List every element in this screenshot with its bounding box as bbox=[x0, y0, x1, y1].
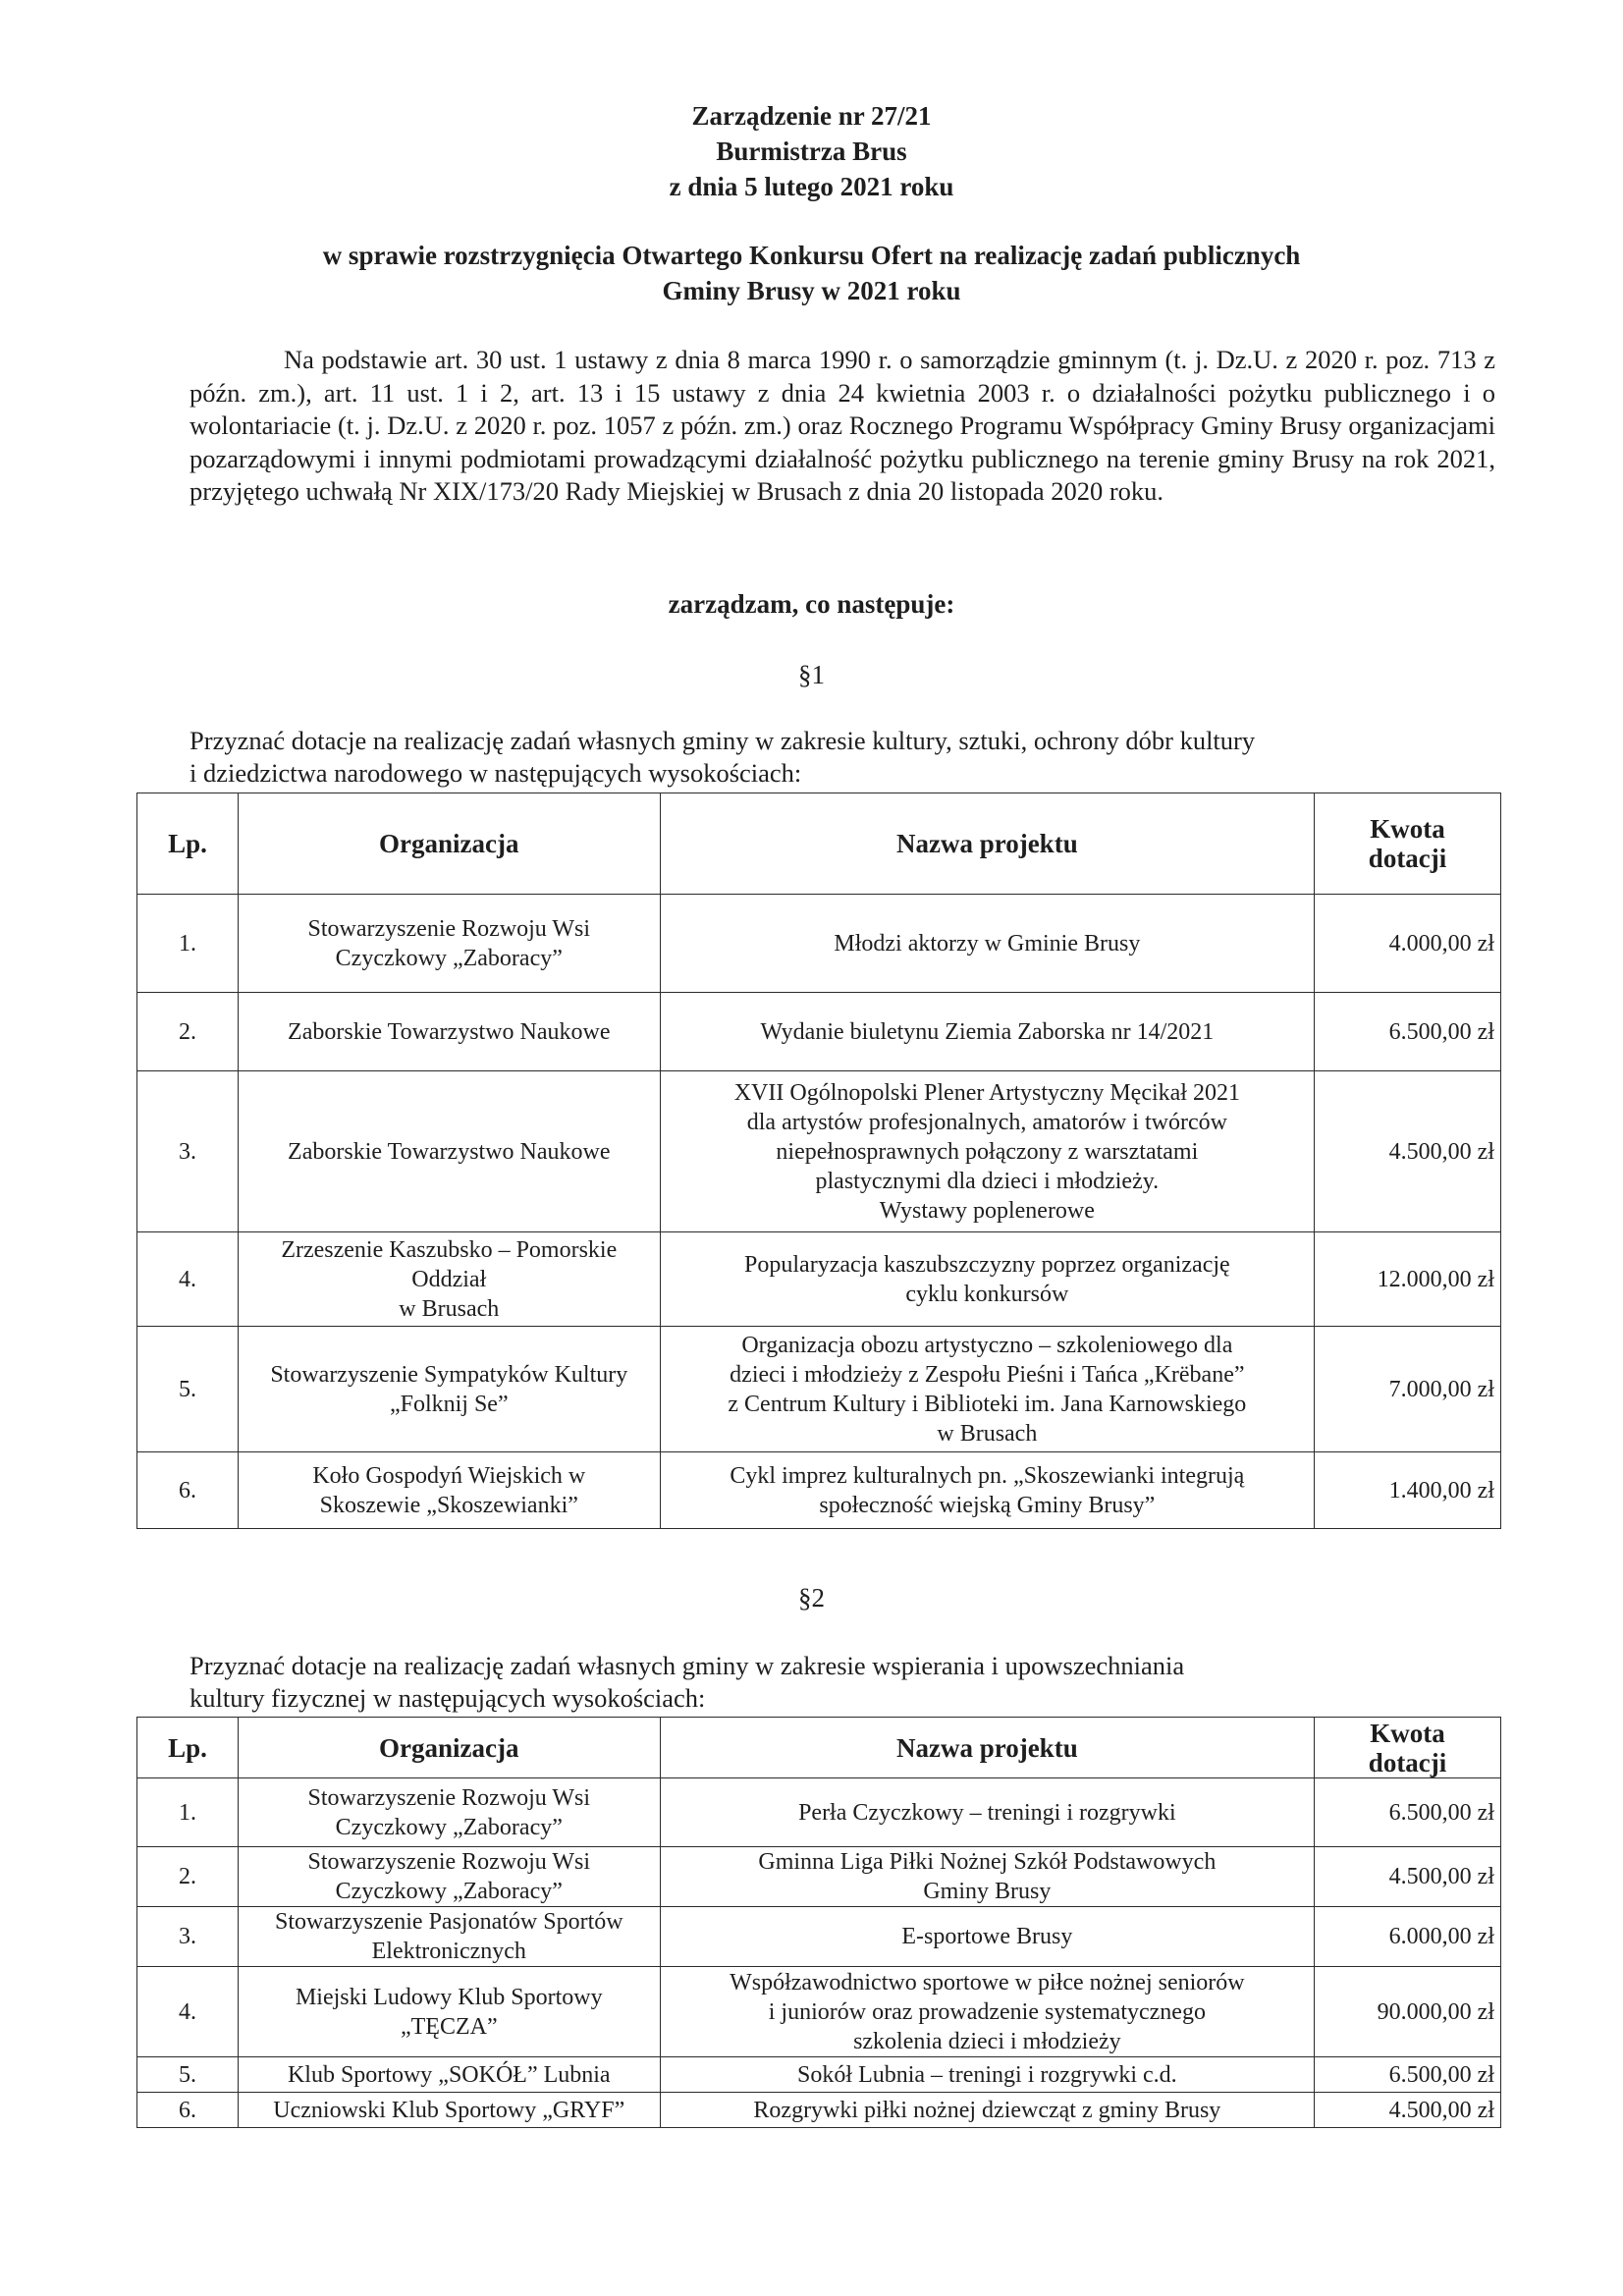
column-header-organization: Organizacja bbox=[238, 1718, 660, 1778]
cell-amount: 4.000,00 zł bbox=[1315, 895, 1501, 993]
cell-project-name bbox=[660, 1327, 1314, 1452]
cell-organization bbox=[238, 2093, 660, 2128]
project-name-line: E-sportowe Brusy bbox=[901, 1924, 1073, 1949]
grants-table-sport bbox=[136, 1717, 1501, 2128]
organization-line: Czyczkowy „Zaboracy” bbox=[335, 1814, 563, 1840]
organization-line: Czyczkowy „Zaboracy” bbox=[335, 945, 563, 971]
column-header-amount bbox=[1315, 793, 1501, 895]
organization-line: Oddział bbox=[411, 1266, 487, 1292]
column-header-amount-line-1: Kwota bbox=[1370, 814, 1445, 844]
document-subject bbox=[118, 238, 1505, 308]
cell-amount: 1.400,00 zł bbox=[1315, 1452, 1501, 1529]
table-body bbox=[137, 1778, 1501, 2128]
table-header-row bbox=[137, 1718, 1501, 1778]
organization-line: Klub Sportowy „SOKÓŁ” Lubnia bbox=[287, 2061, 611, 2088]
cell-amount: 6.000,00 zł bbox=[1315, 1907, 1501, 1967]
column-header-project-name: Nazwa projektu bbox=[660, 1718, 1314, 1778]
document-header bbox=[0, 98, 1623, 204]
organization-line: Zaborskie Towarzystwo Naukowe bbox=[288, 1018, 611, 1045]
section-1-symbol: §1 bbox=[798, 660, 825, 689]
cell-project-name bbox=[660, 2057, 1314, 2093]
project-name-line: Popularyzacja kaszubszczyzny poprzez organizację bbox=[744, 1251, 1230, 1278]
cell-project-name bbox=[660, 1778, 1314, 1847]
section-2-intro-line-2: kultury fizycznej w następujących wysokościach: bbox=[189, 1683, 706, 1713]
issue-date: z dnia 5 lutego 2021 roku bbox=[669, 172, 954, 201]
project-name-line: i juniorów oraz prowadzenie systematycznego bbox=[768, 1998, 1206, 2025]
organization-line: Uczniowski Klub Sportowy „GRYF” bbox=[273, 2097, 625, 2123]
cell-lp: 4. bbox=[137, 1967, 239, 2057]
column-header-organization: Organizacja bbox=[238, 793, 660, 895]
section-2-intro-line-1: Przyznać dotacje na realizację zadań własnych gminy w zakresie wspierania i upowszechniania bbox=[189, 1651, 1185, 1680]
table-header-row bbox=[137, 793, 1501, 895]
cell-amount: 6.500,00 zł bbox=[1315, 2057, 1501, 2093]
cell-project-name bbox=[660, 1232, 1314, 1327]
project-name-line: Cykl imprez kulturalnych pn. „Skoszewianki integrują bbox=[730, 1462, 1245, 1489]
project-name-line: Rozgrywki piłki nożnej dziewcząt z gminy Brusy bbox=[753, 2097, 1221, 2123]
table-row bbox=[137, 1967, 1501, 2057]
organization-line: Koło Gospodyń Wiejskich w bbox=[312, 1462, 586, 1489]
issuer: Burmistrza Brus bbox=[716, 137, 907, 166]
cell-lp: 2. bbox=[137, 993, 239, 1071]
organization-line: Stowarzyszenie Rozwoju Wsi bbox=[307, 915, 591, 942]
section-2-intro bbox=[189, 1650, 1495, 1715]
table-row bbox=[137, 895, 1501, 993]
cell-lp: 5. bbox=[137, 2057, 239, 2093]
table-row bbox=[137, 2057, 1501, 2093]
cell-lp: 4. bbox=[137, 1232, 239, 1327]
organization-line: Skoszewie „Skoszewianki” bbox=[319, 1492, 578, 1518]
section-1-intro-line-2: i dziedzictwa narodowego w następujących wysokościach: bbox=[189, 758, 802, 788]
section-2-symbol: §2 bbox=[798, 1583, 825, 1613]
cell-organization bbox=[238, 1232, 660, 1327]
cell-organization bbox=[238, 895, 660, 993]
cell-amount: 4.500,00 zł bbox=[1315, 1847, 1501, 1907]
cell-lp: 1. bbox=[137, 895, 239, 993]
cell-organization bbox=[238, 1071, 660, 1232]
project-name-line: niepełnosprawnych połączony z warsztatami bbox=[776, 1138, 1199, 1165]
subject-line-2: Gminy Brusy w 2021 roku bbox=[662, 276, 961, 305]
cell-lp: 6. bbox=[137, 2093, 239, 2128]
order-number: Zarządzenie nr 27/21 bbox=[691, 101, 932, 131]
grants-table-culture bbox=[136, 793, 1501, 1529]
legal-basis-paragraph: Na podstawie art. 30 ust. 1 ustawy z dnia 8 marca 1990 r. o samorządzie gminnym (t. j. Dz.U. z 2020 r. poz. 713 z późn. zm.), art. 11 ust. 1 i 2, art. 13 i 15 ustawy z dnia 24 kwietnia 2003 r. o działalności pożytku publicznego i o wolontariacie (t. j. Dz.U. z 2020 r. poz. 1057 z późn. zm.) oraz Rocznego Programu Współpracy Gminy Brusy organizacjami pozarządowymi i innymi podmiotami prowadzącymi działalność pożytku publicznego na terenie gminy Brusy na rok 2021, przyjętego uchwałą Nr XIX/173/20 Rady Miejskiej w Brusach z dnia 20 listopada 2020 roku. bbox=[189, 345, 1495, 506]
project-name-line: plastycznymi dla dzieci i młodzieży. bbox=[815, 1168, 1160, 1194]
cell-lp: 2. bbox=[137, 1847, 239, 1907]
cell-project-name bbox=[660, 993, 1314, 1071]
cell-organization bbox=[238, 993, 660, 1071]
cell-amount: 4.500,00 zł bbox=[1315, 2093, 1501, 2128]
cell-project-name bbox=[660, 1071, 1314, 1232]
cell-organization bbox=[238, 1452, 660, 1529]
project-name-line: dzieci i młodzieży z Zespołu Pieśni i Tańca „Krëbane” bbox=[730, 1361, 1245, 1388]
cell-amount: 90.000,00 zł bbox=[1315, 1967, 1501, 2057]
table-row bbox=[137, 993, 1501, 1071]
column-header-amount bbox=[1315, 1718, 1501, 1778]
project-name-line: Gminna Liga Piłki Nożnej Szkół Podstawowych bbox=[758, 1849, 1217, 1875]
organization-line: Stowarzyszenie Pasjonatów Sportów bbox=[274, 1909, 623, 1935]
project-name-line: z Centrum Kultury i Biblioteki im. Jana Karnowskiego bbox=[728, 1391, 1247, 1417]
organization-line: w Brusach bbox=[399, 1295, 500, 1322]
project-name-line: szkolenia dzieci i młodzieży bbox=[853, 2028, 1121, 2054]
table-row bbox=[137, 1778, 1501, 1847]
organization-line: Zaborskie Towarzystwo Naukowe bbox=[288, 1138, 611, 1165]
table-row bbox=[137, 1847, 1501, 1907]
decree-statement: zarządzam, co następuje: bbox=[668, 589, 955, 619]
section-1-intro-line-1: Przyznać dotacje na realizację zadań własnych gminy w zakresie kultury, sztuki, ochrony dóbr kultury bbox=[189, 726, 1256, 755]
cell-amount: 12.000,00 zł bbox=[1315, 1232, 1501, 1327]
organization-line: „TĘCZA” bbox=[400, 2013, 498, 2040]
column-header-amount-line-2: dotacji bbox=[1368, 844, 1447, 873]
project-name-line: Młodzi aktorzy w Gminie Brusy bbox=[834, 930, 1141, 957]
project-name-line: Wydanie biuletynu Ziemia Zaborska nr 14/2021 bbox=[760, 1018, 1215, 1045]
cell-lp: 6. bbox=[137, 1452, 239, 1529]
column-header-lp: Lp. bbox=[137, 793, 239, 895]
cell-organization bbox=[238, 1907, 660, 1967]
cell-organization bbox=[238, 2057, 660, 2093]
project-name-line: Perła Czyczkowy – treningi i rozgrywki bbox=[798, 1799, 1176, 1826]
cell-project-name bbox=[660, 1847, 1314, 1907]
cell-organization bbox=[238, 1327, 660, 1452]
project-name-line: Organizacja obozu artystyczno – szkoleniowego dla bbox=[741, 1332, 1233, 1358]
table-row bbox=[137, 1232, 1501, 1327]
organization-line: Stowarzyszenie Rozwoju Wsi bbox=[307, 1849, 591, 1875]
organization-line: Miejski Ludowy Klub Sportowy bbox=[295, 1984, 603, 2010]
cell-project-name bbox=[660, 1907, 1314, 1967]
project-name-line: Gminy Brusy bbox=[923, 1879, 1052, 1904]
project-name-line: społeczność wiejską Gminy Brusy” bbox=[819, 1492, 1156, 1518]
cell-lp: 3. bbox=[137, 1071, 239, 1232]
project-name-line: dla artystów profesjonalnych, amatorów i twórców bbox=[746, 1109, 1227, 1135]
project-name-line: XVII Ogólnopolski Plener Artystyczny Męcikał 2021 bbox=[733, 1079, 1240, 1106]
cell-lp: 5. bbox=[137, 1327, 239, 1452]
column-header-amount-line-2: dotacji bbox=[1368, 1747, 1447, 1777]
cell-amount: 6.500,00 zł bbox=[1315, 1778, 1501, 1847]
table-row bbox=[137, 1907, 1501, 1967]
cell-project-name bbox=[660, 1967, 1314, 2057]
table-body bbox=[137, 895, 1501, 1529]
cell-amount: 6.500,00 zł bbox=[1315, 993, 1501, 1071]
project-name-line: w Brusach bbox=[937, 1420, 1038, 1447]
organization-line: „Folknij Se” bbox=[389, 1391, 509, 1417]
cell-organization bbox=[238, 1967, 660, 2057]
cell-lp: 3. bbox=[137, 1907, 239, 1967]
cell-lp: 1. bbox=[137, 1778, 239, 1847]
organization-line: Czyczkowy „Zaboracy” bbox=[335, 1879, 563, 1904]
cell-organization bbox=[238, 1778, 660, 1847]
organization-line: Zrzeszenie Kaszubsko – Pomorskie bbox=[281, 1236, 618, 1263]
cell-amount: 4.500,00 zł bbox=[1315, 1071, 1501, 1232]
organization-line: Stowarzyszenie Sympatyków Kultury bbox=[270, 1361, 628, 1388]
table-row bbox=[137, 1071, 1501, 1232]
table-row bbox=[137, 1327, 1501, 1452]
table-row bbox=[137, 2093, 1501, 2128]
cell-project-name bbox=[660, 895, 1314, 993]
column-header-amount-line-1: Kwota bbox=[1370, 1718, 1445, 1748]
project-name-line: Wystawy poplenerowe bbox=[879, 1197, 1095, 1224]
organization-line: Elektronicznych bbox=[371, 1939, 526, 1964]
project-name-line: Sokół Lubnia – treningi i rozgrywki c.d. bbox=[797, 2061, 1177, 2088]
cell-project-name bbox=[660, 1452, 1314, 1529]
cell-amount: 7.000,00 zł bbox=[1315, 1327, 1501, 1452]
subject-line-1: w sprawie rozstrzygnięcia Otwartego Konkursu Ofert na realizację zadań publicznych bbox=[322, 241, 1301, 270]
organization-line: Stowarzyszenie Rozwoju Wsi bbox=[307, 1784, 591, 1811]
column-header-project-name: Nazwa projektu bbox=[660, 793, 1314, 895]
cell-organization bbox=[238, 1847, 660, 1907]
project-name-line: Współzawodnictwo sportowe w piłce nożnej seniorów bbox=[730, 1969, 1245, 1995]
section-1-intro bbox=[189, 725, 1495, 790]
project-name-line: cyklu konkursów bbox=[905, 1281, 1069, 1307]
column-header-lp: Lp. bbox=[137, 1718, 239, 1778]
cell-project-name bbox=[660, 2093, 1314, 2128]
table-row bbox=[137, 1452, 1501, 1529]
